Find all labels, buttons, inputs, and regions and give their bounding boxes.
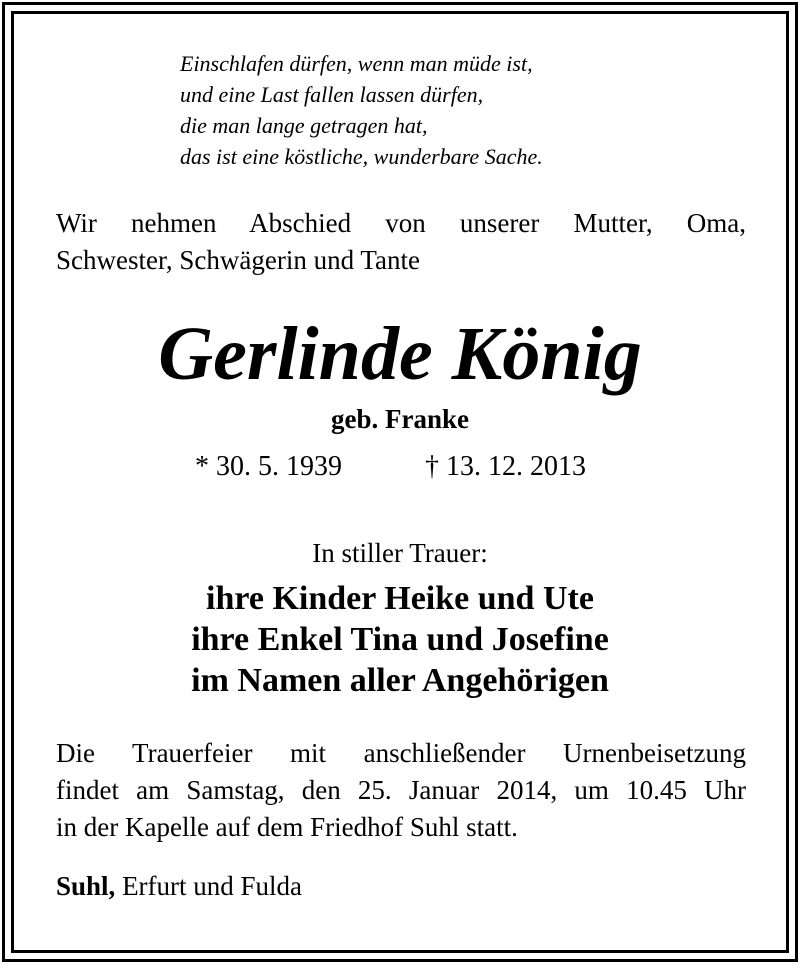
mourning-label: In stiller Trauer: <box>312 538 488 568</box>
poem-line: das ist eine köstliche, wunderbare Sache. <box>180 144 543 169</box>
birth-date: * 30. 5. 1939 <box>195 451 342 482</box>
mourners-list <box>0 578 800 701</box>
mourner-line: im Namen aller Angehörigen <box>191 662 609 699</box>
other-places: Erfurt und Fulda <box>122 871 303 901</box>
maiden-name: geb. Franke <box>331 404 469 434</box>
mourner-line: ihre Kinder Heike und Ute <box>206 580 594 617</box>
funeral-notice <box>56 735 746 846</box>
poem-line: Einschlafen dürfen, wenn man müde ist, <box>180 51 533 76</box>
funeral-line: findet am Samstag, den 25. Januar 2014, um 10.45 Uhr <box>56 775 746 805</box>
primary-place: Suhl, <box>56 871 116 901</box>
intro-line: Wir nehmen Abschied von unserer Mutter, Oma, <box>56 208 746 238</box>
places-line <box>56 869 302 903</box>
farewell-intro <box>56 205 746 279</box>
funeral-line: in der Kapelle auf dem Friedhof Suhl statt. <box>56 812 518 842</box>
poem-line: und eine Last fallen lassen dürfen, <box>180 82 484 107</box>
deceased-name: Gerlinde König <box>158 312 642 396</box>
poem-verse <box>180 48 543 172</box>
intro-line: Schwester, Schwägerin und Tante <box>56 245 420 275</box>
funeral-line: Die Trauerfeier mit anschließender Urnenbeisetzung <box>56 738 746 768</box>
death-date: † 13. 12. 2013 <box>425 451 586 482</box>
poem-line: die man lange getragen hat, <box>180 113 428 138</box>
mourner-line: ihre Enkel Tina und Josefine <box>191 621 609 658</box>
